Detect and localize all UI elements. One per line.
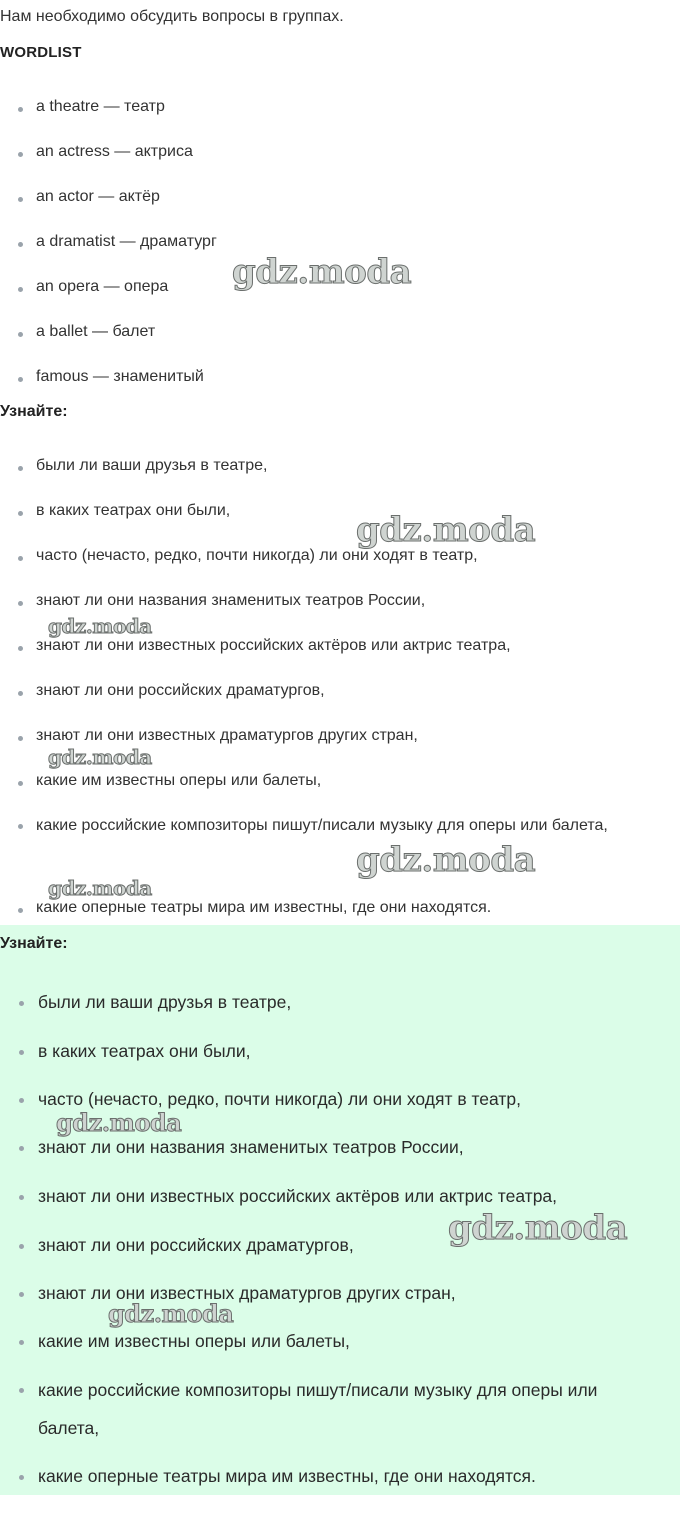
task-item xyxy=(36,637,511,655)
wordlist-item xyxy=(36,233,217,251)
bullet-icon xyxy=(19,1340,24,1345)
watermark: gdz.moda xyxy=(448,1208,628,1248)
task-item-text: какие российские композиторы пишут/писали музыку для оперы или балета, xyxy=(36,817,608,834)
wordlist-item xyxy=(36,98,165,116)
answer-item xyxy=(38,1331,350,1352)
bullet-icon xyxy=(18,466,23,471)
watermark: gdz.moda xyxy=(108,1299,234,1328)
answer-item-text: часто (нечасто, редко, почти никогда) ли они ходят в театр, xyxy=(38,1089,522,1109)
bullet-icon xyxy=(18,824,23,829)
bullet-icon xyxy=(18,556,23,561)
wordlist-item xyxy=(36,278,168,296)
answer-item-text: знают ли они известных российских актёров или актрис театра, xyxy=(38,1186,558,1206)
answer-item xyxy=(38,1283,456,1304)
bullet-icon xyxy=(18,781,23,786)
bullet-icon xyxy=(18,107,23,112)
task-item-text: в каких театрах они были, xyxy=(36,502,231,519)
task-item xyxy=(36,457,267,475)
watermark: gdz.moda xyxy=(48,745,152,769)
watermark: gdz.moda xyxy=(356,840,536,880)
answer-item xyxy=(38,1371,663,1447)
wordlist-item xyxy=(36,188,160,206)
wordlist-item xyxy=(36,368,204,386)
wordlist-item-text: an actor — актёр xyxy=(36,188,160,205)
bullet-icon xyxy=(19,1292,24,1297)
answer-item xyxy=(38,1235,354,1256)
bullet-icon xyxy=(18,646,23,651)
bullet-icon xyxy=(19,1001,24,1006)
wordlist-item-text: an opera — опера xyxy=(36,278,169,295)
wordlist-item xyxy=(36,323,155,341)
bullet-icon xyxy=(18,736,23,741)
task-item xyxy=(36,727,418,745)
wordlist-item-text: a ballet — балет xyxy=(36,323,156,340)
wordlist-item xyxy=(36,143,193,161)
answer-item xyxy=(38,1041,250,1062)
task-item-text: знают ли они известных драматургов других стран, xyxy=(36,727,418,744)
wordlist-item-text: an actress — актриса xyxy=(36,143,193,160)
bullet-icon xyxy=(18,287,23,292)
task-item-text: часто (нечасто, редко, почти никогда) ли они ходят в театр, xyxy=(36,547,478,564)
task-item xyxy=(36,899,491,917)
task-item-text: знают ли они известных российских актёров или актрис театра, xyxy=(36,637,511,654)
wordlist-item-text: famous — знаменитый xyxy=(36,368,204,385)
bullet-icon xyxy=(18,377,23,382)
answer-item xyxy=(38,1466,536,1487)
bullet-icon xyxy=(19,1050,24,1055)
answer-item-text: какие оперные театры мира им известны, где они находятся. xyxy=(38,1466,536,1486)
answer-item-text: в каких театрах они были, xyxy=(38,1041,251,1061)
wordlist-title: WORDLIST xyxy=(0,44,82,61)
answer-item-text: знают ли они названия знаменитых театров России, xyxy=(38,1137,464,1157)
task-item xyxy=(36,772,321,790)
bullet-icon xyxy=(18,908,23,913)
task-item xyxy=(36,592,425,610)
answer-item xyxy=(38,1186,557,1207)
wordlist-item-text: a theatre — театр xyxy=(36,98,165,115)
bullet-icon xyxy=(19,1098,24,1103)
answer-item-text: были ли ваши друзья в театре, xyxy=(38,992,292,1012)
answer-item xyxy=(38,1137,464,1158)
answer-item xyxy=(38,1089,521,1110)
bullet-icon xyxy=(18,332,23,337)
task-item-text: знают ли они названия знаменитых театров России, xyxy=(36,592,426,609)
bullet-icon xyxy=(19,1195,24,1200)
bullet-icon xyxy=(19,1475,24,1480)
answer-item-text: какие российские композиторы пишут/писали музыку для оперы или балета, xyxy=(38,1380,598,1438)
bullet-icon xyxy=(18,511,23,516)
task-item-text: какие им известны оперы или балеты, xyxy=(36,772,322,789)
answer-item-text: знают ли они российских драматургов, xyxy=(38,1235,354,1255)
task-heading: Узнайте: xyxy=(0,403,68,420)
answer-heading: Узнайте: xyxy=(0,935,68,952)
bullet-icon xyxy=(18,197,23,202)
task-item xyxy=(36,502,230,520)
bullet-icon xyxy=(18,601,23,606)
bullet-icon xyxy=(18,691,23,696)
task-item-text: были ли ваши друзья в театре, xyxy=(36,457,268,474)
watermark: gdz.moda xyxy=(48,876,152,900)
bullet-icon xyxy=(18,242,23,247)
watermark: gdz.moda xyxy=(56,1108,182,1137)
bullet-icon xyxy=(19,1244,24,1249)
watermark: gdz.moda xyxy=(48,614,152,638)
task-item-text: какие оперные театры мира им известны, где они находятся. xyxy=(36,899,492,916)
bullet-icon xyxy=(19,1388,24,1393)
task-item-text: знают ли они российских драматургов, xyxy=(36,682,325,699)
bullet-icon xyxy=(19,1146,24,1151)
answer-item xyxy=(38,992,291,1013)
watermark: gdz.moda xyxy=(356,510,536,550)
intro-text: Нам необходимо обсудить вопросы в группах. xyxy=(0,8,344,25)
watermark: gdz.moda xyxy=(232,252,412,292)
wordlist-item-text: a dramatist — драматург xyxy=(36,233,217,250)
bullet-icon xyxy=(18,152,23,157)
answer-item-text: какие им известны оперы или балеты, xyxy=(38,1331,350,1351)
answer-item-text: знают ли они известных драматургов других стран, xyxy=(38,1283,456,1303)
task-item xyxy=(36,682,325,700)
task-item xyxy=(36,808,651,844)
